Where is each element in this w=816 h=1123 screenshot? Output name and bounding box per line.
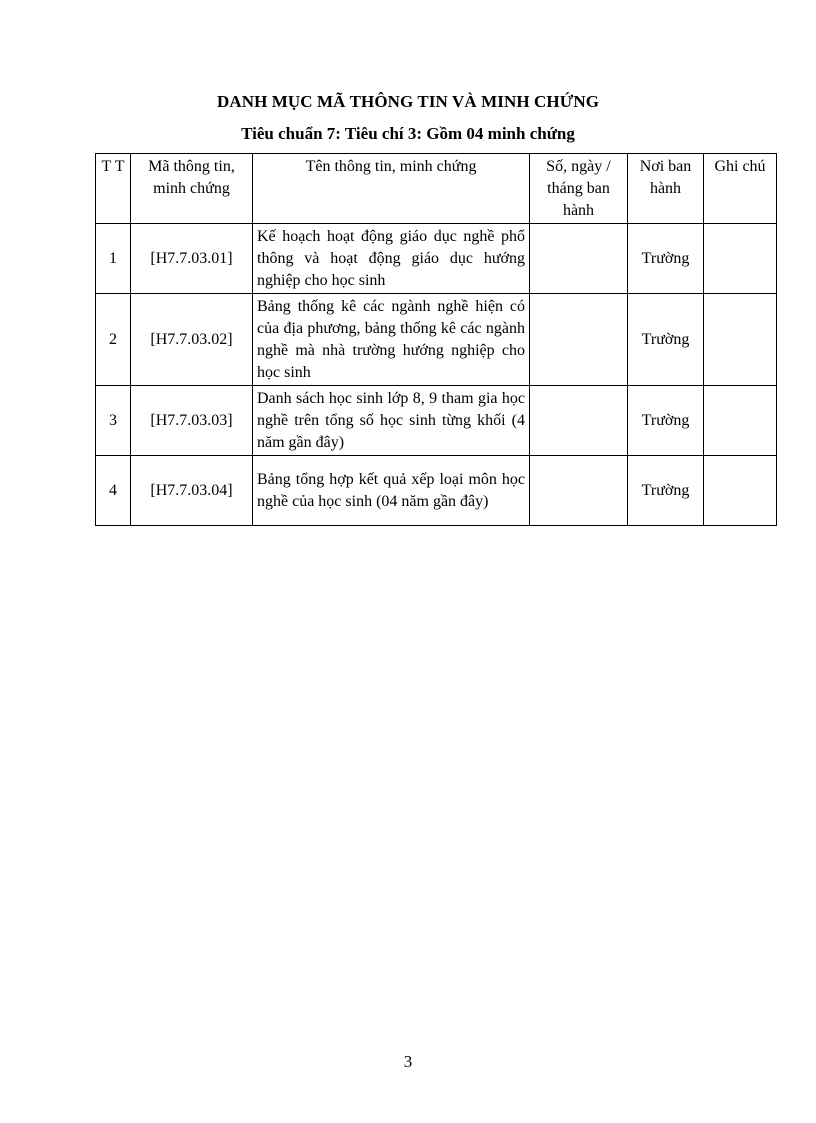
row-code: [H7.7.03.03] <box>131 386 253 456</box>
document-title: DANH MỤC MÃ THÔNG TIN VÀ MINH CHỨNG <box>216 92 600 111</box>
row-name: Bảng thống kê các ngành nghề hiện có của địa phương, bảng thống kê các ngành nghề mà nhà trường hướng nghiệp cho học sinh <box>253 294 530 386</box>
row-name: Kế hoạch hoạt động giáo dục nghề phổ thông và hoạt động giáo dục hướng nghiệp cho học sinh <box>253 224 530 294</box>
row-date <box>530 386 628 456</box>
row-date <box>530 294 628 386</box>
row-code: [H7.7.03.01] <box>131 224 253 294</box>
document-subtitle: Tiêu chuẩn 7: Tiêu chí 3: Gồm 04 minh chứng <box>241 124 575 143</box>
page-number: 3 <box>403 1052 413 1071</box>
row-note <box>704 456 777 526</box>
header-issuer: Nơi ban hành <box>628 154 704 224</box>
row-stt: 3 <box>96 386 131 456</box>
row-note <box>704 224 777 294</box>
evidence-table <box>95 153 777 526</box>
header-date: Số, ngày / tháng ban hành <box>530 154 628 224</box>
row-stt: 2 <box>96 294 131 386</box>
row-issuer: Trường <box>628 224 704 294</box>
row-code: [H7.7.03.04] <box>131 456 253 526</box>
row-issuer: Trường <box>628 386 704 456</box>
table-header-row <box>96 154 777 224</box>
table-row <box>96 294 777 386</box>
table-row <box>96 386 777 456</box>
row-code: [H7.7.03.02] <box>131 294 253 386</box>
row-issuer: Trường <box>628 456 704 526</box>
row-date <box>530 456 628 526</box>
row-stt: 4 <box>96 456 131 526</box>
row-note <box>704 386 777 456</box>
row-name: Bảng tổng hợp kết quả xếp loại môn học nghề của học sinh (04 năm gần đây) <box>253 456 530 526</box>
table-row <box>96 456 777 526</box>
row-date <box>530 224 628 294</box>
row-note <box>704 294 777 386</box>
row-name: Danh sách học sinh lớp 8, 9 tham gia học nghề trên tổng số học sinh từng khối (4 năm gần đây) <box>253 386 530 456</box>
table-row <box>96 224 777 294</box>
row-issuer: Trường <box>628 294 704 386</box>
header-note: Ghi chú <box>704 154 777 224</box>
header-stt: T T <box>96 154 131 224</box>
row-stt: 1 <box>96 224 131 294</box>
header-code: Mã thông tin, minh chứng <box>131 154 253 224</box>
header-name: Tên thông tin, minh chứng <box>253 154 530 224</box>
